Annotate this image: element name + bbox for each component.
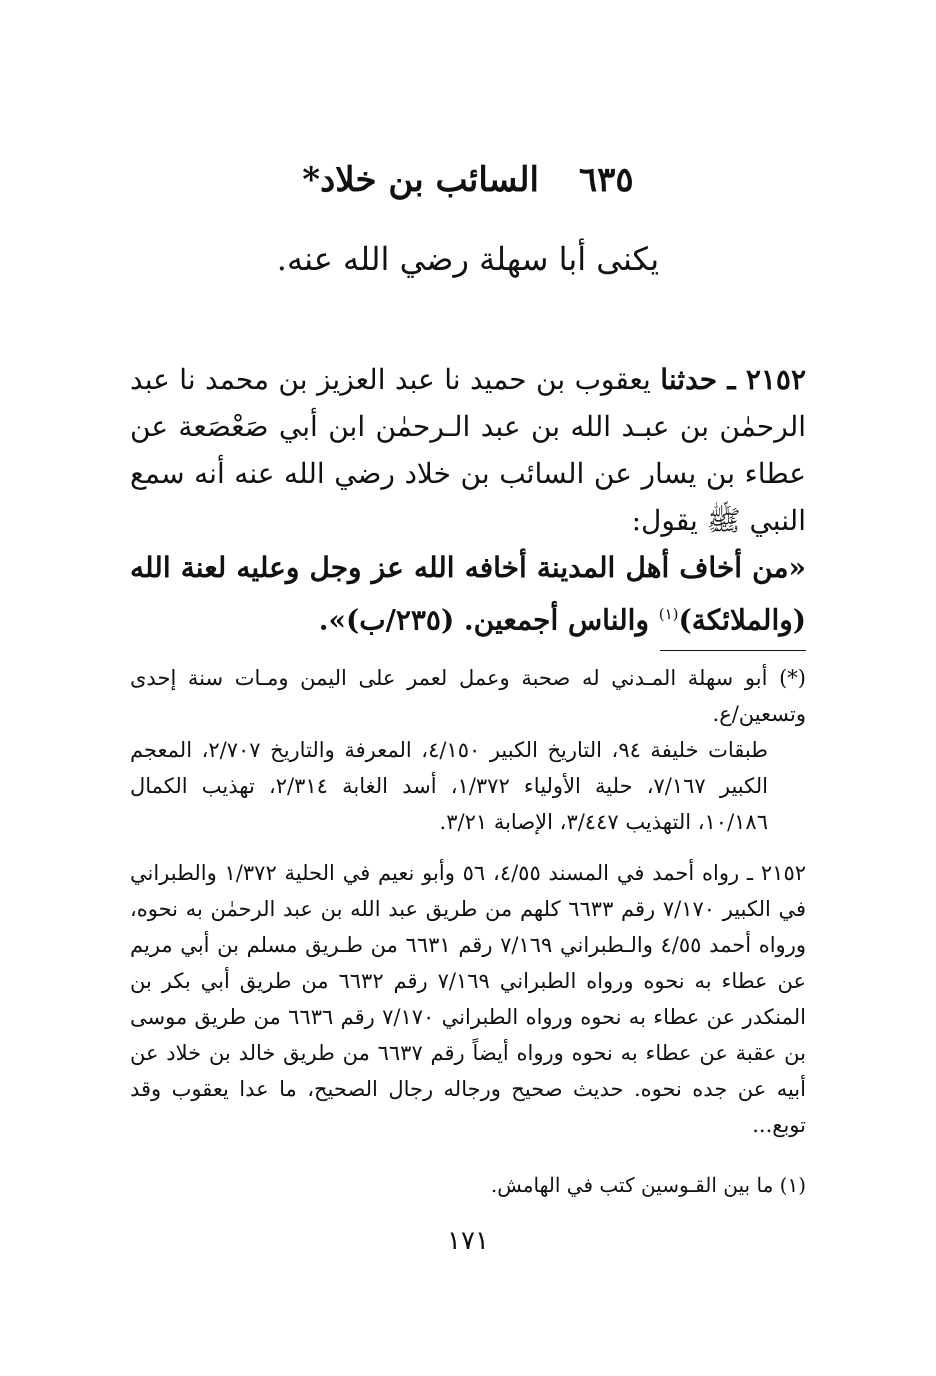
hadith-matn-end: والناس أجمعين. (٢٣٥/ب)». (318, 603, 659, 637)
takhrij-number: ٢١٥٢ ـ (746, 861, 807, 885)
footnote-1: (١) ما بين القـوسين كتب في الهامش. (490, 1173, 806, 1197)
kunya-line: يكنى أبا سهلة رضي الله عنه. (276, 240, 660, 278)
footnote-ref: (١) (658, 605, 679, 623)
footnote-divider (660, 650, 806, 651)
footnote-biography (130, 660, 806, 840)
hadith-lead: ٢١٥٢ ـ حدثنا (660, 363, 806, 396)
hadith-isnad: يعقوب بن حميد نا عبد العزيز بن محمد نا عبد الرحمٰن بن عبـد الله بن عبد الـرحمٰن ابن أبي صَعْصَعة عن عطاء بن يسار عن السائب بن خلاد رضي الله عنه أنه سمع النبي ﷺ يقول: (130, 363, 806, 537)
entry-title (0, 160, 936, 200)
entry-name: السائب بن خلاد* (302, 160, 539, 200)
entry-number: ٦٣٥ (578, 160, 634, 200)
page-number: ١٧١ (447, 1226, 489, 1256)
footnote-star-marker: (*) (779, 666, 806, 690)
footnote-takhrij (130, 855, 806, 1143)
footnote-star-sources: طبقات خليفة ٩٤، التاريخ الكبير ٤/١٥٠، المعرفة والتاريخ ٢/٧٠٧، المعجم الكبير ٧/١٦٧، حلية الأولياء ١/٣٧٢، أسد الغابة ٢/٣١٤، تهذيب الكمال ١٠/١٨٦، التهذيب ٣/٤٤٧، الإصابة ٣/٢١. (130, 738, 768, 834)
hadith-text (130, 356, 806, 643)
takhrij-text: رواه أحمد في المسند ٤/٥٥، ٥٦ وأبو نعيم في الحلية ١/٣٧٢ والطبراني في الكبير ٧/١٧٠ رقم ٦٦٣٣ كلهم من طريق عبد الله بن عبد الرحمٰن به نحوه، ورواه أحمد ٤/٥٥ والـطبراني ٧/١٦٩ رقم ٦٦٣١ من طـريق مسلم بن أبي مريم عن عطاء به نحوه ورواه الطبراني ٧/١٦٩ رقم ٦٦٣٢ من طريق أبي بكر بن المنكدر عن عطاء به نحوه ورواه الطبراني ٧/١٧٠ رقم ٦٦٣٦ من طريق موسى بن عقبة عن عطاء به نحوه ورواه أيضاً رقم ٦٦٣٧ من طريق خالد بن خلاد عن أبيه عن جده نحوه. حديث صحيح ورجاله رجال الصحيح، ما عدا يعقوب وقد توبع... (130, 861, 807, 1137)
footnote-star-text: أبو سهلة المـدني له صحبة وعمل لعمر على اليمن ومـات سنة إحدى وتسعين/ع. (130, 666, 806, 726)
hadith-matn: «من أخاف أهل المدينة أخافه الله عز وجل وعليه لعنة الله (والملائكة) (130, 551, 806, 637)
